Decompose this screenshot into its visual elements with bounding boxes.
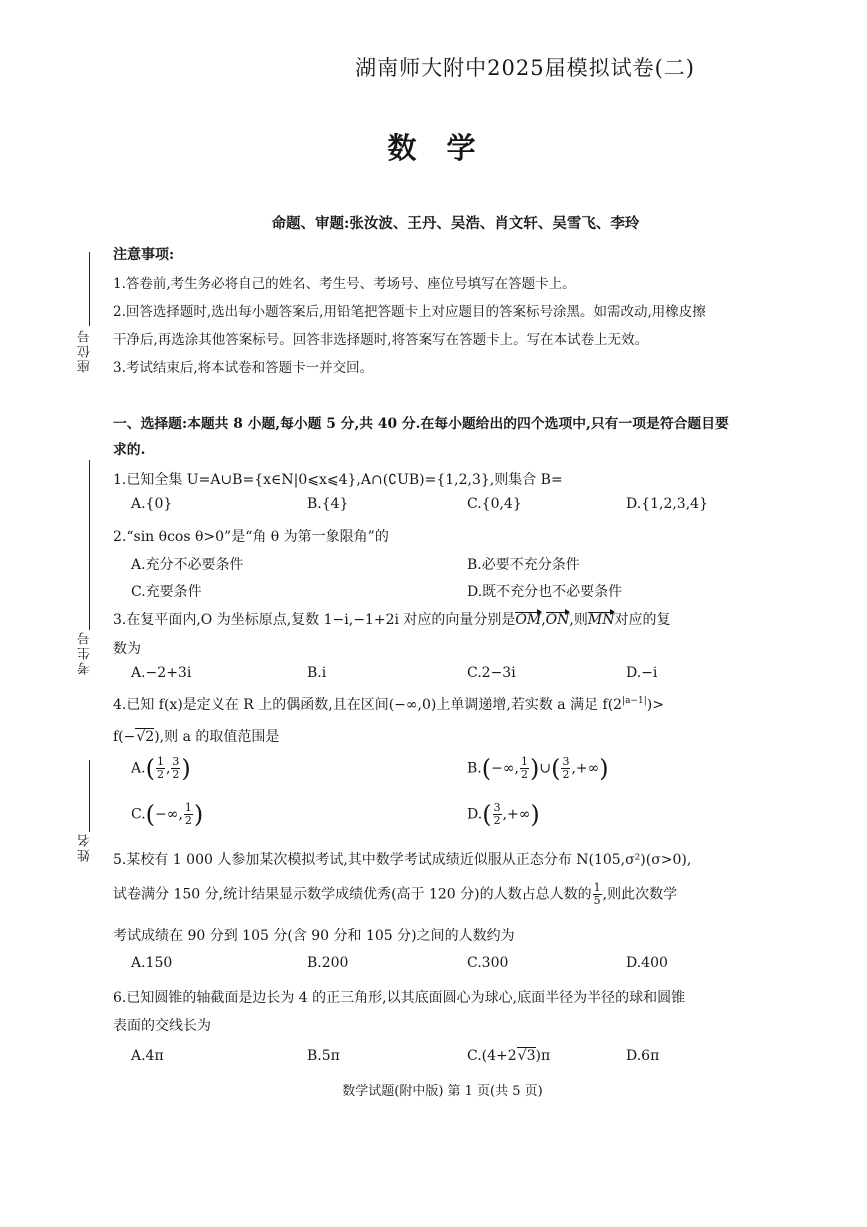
seat-label: 座位号 xyxy=(78,328,93,373)
q6-option-c-a: C.(4+2 xyxy=(467,1048,517,1064)
notice-item-3: 3.考试结束后,将本试卷和答题卡一并交回。 xyxy=(113,360,374,376)
q3-sep: , xyxy=(541,612,546,628)
q2-stem: 2.“sin θcos θ>0”是“角 θ 为第一象限角”的 xyxy=(113,529,389,545)
q3-stem-c: 对应的复 xyxy=(614,612,671,628)
q3-stem-line-2: 数为 xyxy=(113,641,141,657)
fraction: $\frac{3}{2}$ xyxy=(172,755,180,781)
q4-option-c-label: C. xyxy=(131,806,146,823)
q1-option-d: D.{1,2,3,4} xyxy=(626,496,708,512)
q4-line2-a: f(− xyxy=(113,729,136,745)
q3-option-b: B.i xyxy=(307,665,327,681)
q5-line2-a: 试卷满分 150 分,统计结果显示数学成绩优秀(高于 120 分)的人数占总人数的 xyxy=(113,886,592,903)
fraction: $\frac{1}{2}$ xyxy=(520,755,528,781)
q5-stem-line-2 xyxy=(113,882,677,907)
q2-option-a: A.充分不必要条件 xyxy=(131,557,244,573)
fraction: $\frac{3}{2}$ xyxy=(493,801,501,827)
notice-item-1: 1.答卷前,考生务必将自己的姓名、考生号、考场号、座位号填写在答题卡上。 xyxy=(113,276,576,292)
q3-stem-line-1 xyxy=(113,609,670,629)
q6-option-a: A.4π xyxy=(131,1048,164,1064)
q4-option-b-label: B. xyxy=(467,760,482,777)
q3-option-d: D.−i xyxy=(626,665,658,681)
q4-option-b: B.(−∞, $\frac{1}{2}$ )∪( $\frac{3}{2}$ ,+∞) xyxy=(467,754,609,783)
section-heading-line-1: 一、选择题:本题共 8 小题,每小题 5 分,共 40 分.在每小题给出的四个选项中,只有一项是符合题目要 xyxy=(113,416,729,432)
q4-option-a-label: A. xyxy=(131,760,146,777)
vector-mn: MN xyxy=(587,612,615,628)
q1-stem: 1.已知全集 U=A∪B={x∈N|0⩽x⩽4},A∩(∁UB)={1,2,3},则集合 B= xyxy=(113,472,563,488)
q5-option-b: B.200 xyxy=(307,955,349,971)
q6-option-c-b: )π xyxy=(535,1048,551,1064)
q1-option-b: B.{4} xyxy=(307,496,349,512)
exam-title: 湖南师大附中2025届模拟试卷(二) xyxy=(355,56,695,80)
fraction: $\frac{1}{2}$ xyxy=(184,801,192,827)
notice-item-2b: 干净后,再选涂其他答案标号。回答非选择题时,将答案写在答题卡上。写在本试卷上无效。 xyxy=(113,332,649,348)
q1-option-a: A.{0} xyxy=(131,496,173,512)
q3-option-a: A.−2+3i xyxy=(131,665,192,681)
q6-option-d: D.6π xyxy=(626,1048,660,1064)
q6-option-c xyxy=(467,1048,550,1064)
q4-option-d: D.( $\frac{3}{2}$ ,+∞) xyxy=(467,800,540,829)
q2-option-d: D.既不充分也不必要条件 xyxy=(467,584,623,600)
vector-on: ON xyxy=(545,612,570,628)
fraction: $\frac{3}{2}$ xyxy=(562,755,570,781)
exam-no-line xyxy=(89,460,90,630)
fraction: $\frac{1}{2}$ xyxy=(156,755,164,781)
q5-line2-b: ,则此次数学 xyxy=(602,886,678,903)
q4-stem-line-2 xyxy=(113,726,279,746)
q6-option-b: B.5π xyxy=(307,1048,340,1064)
q1-option-c: C.{0,4} xyxy=(467,496,522,512)
notice-item-2a: 2.回答选择题时,选出每小题答案后,用铅笔把答题卡上对应题目的答案标号涂黑。如需改动,用橡皮擦 xyxy=(113,304,706,320)
q5-stem-line-3: 考试成绩在 90 分到 105 分(含 90 分和 105 分)之间的人数约为 xyxy=(113,928,515,944)
seat-line xyxy=(89,252,90,326)
q3-stem-a: 3.在复平面内,O 为坐标原点,复数 1−i,−1+2i 对应的向量分别是 xyxy=(113,612,516,628)
exam-no-label: 考生号 xyxy=(78,630,93,675)
q4-stem-b: )> xyxy=(646,697,664,713)
q6-stem-line-2: 表面的交线长为 xyxy=(113,1018,211,1034)
q4-stem-line-1 xyxy=(113,694,664,714)
authors-line: 命题、审题:张汝波、王丹、吴浩、肖文轩、吴雪飞、李玲 xyxy=(271,215,640,232)
notice-title: 注意事项: xyxy=(113,247,175,263)
q6-stem-line-1: 6.已知圆锥的轴截面是边长为 4 的正三角形,以其底面圆心为球心,底面半径为半径的球和圆锥 xyxy=(113,990,686,1006)
q5-stem-line-1: 5.某校有 1 000 人参加某次模拟考试,其中数学考试成绩近似服从正态分布 N(105,σ²)(σ>0), xyxy=(113,852,692,868)
q6-sqrt3: √3 xyxy=(517,1048,536,1064)
fraction: $\frac{1}{5}$ xyxy=(593,881,601,907)
q3-option-c: C.2−3i xyxy=(467,665,516,681)
q5-option-a: A.150 xyxy=(131,955,173,971)
q4-option-d-label: D. xyxy=(467,806,483,823)
name-line xyxy=(89,760,90,832)
section-heading-line-2: 求的. xyxy=(113,442,146,458)
q4-stem-a: 4.已知 f(x)是定义在 R 上的偶函数,且在区间(−∞,0)上单调递增,若实数 a 满足 f(2 xyxy=(113,697,623,713)
q2-option-b: B.必要不充分条件 xyxy=(467,557,580,573)
q5-option-d: D.400 xyxy=(626,955,668,971)
q4-sqrt2: √2 xyxy=(136,729,155,745)
q2-option-c: C.充要条件 xyxy=(131,584,202,600)
q5-option-c: C.300 xyxy=(467,955,509,971)
q4-line2-b: ),则 a 的取值范围是 xyxy=(154,729,280,745)
q3-stem-b: ,则 xyxy=(569,612,588,628)
q4-option-a: A.( $\frac{1}{2}$ , $\frac{3}{2}$ ) xyxy=(131,754,191,783)
q4-option-c: C.(−∞, $\frac{1}{2}$ ) xyxy=(131,800,204,829)
vector-om: OM xyxy=(515,612,542,628)
q4-exponent: |a−1| xyxy=(622,696,647,706)
name-label: 姓名 xyxy=(78,832,93,862)
page-footer: 数学试题(附中版) 第 1 页(共 5 页) xyxy=(342,1084,543,1099)
subject-title: 数学 xyxy=(387,131,506,165)
